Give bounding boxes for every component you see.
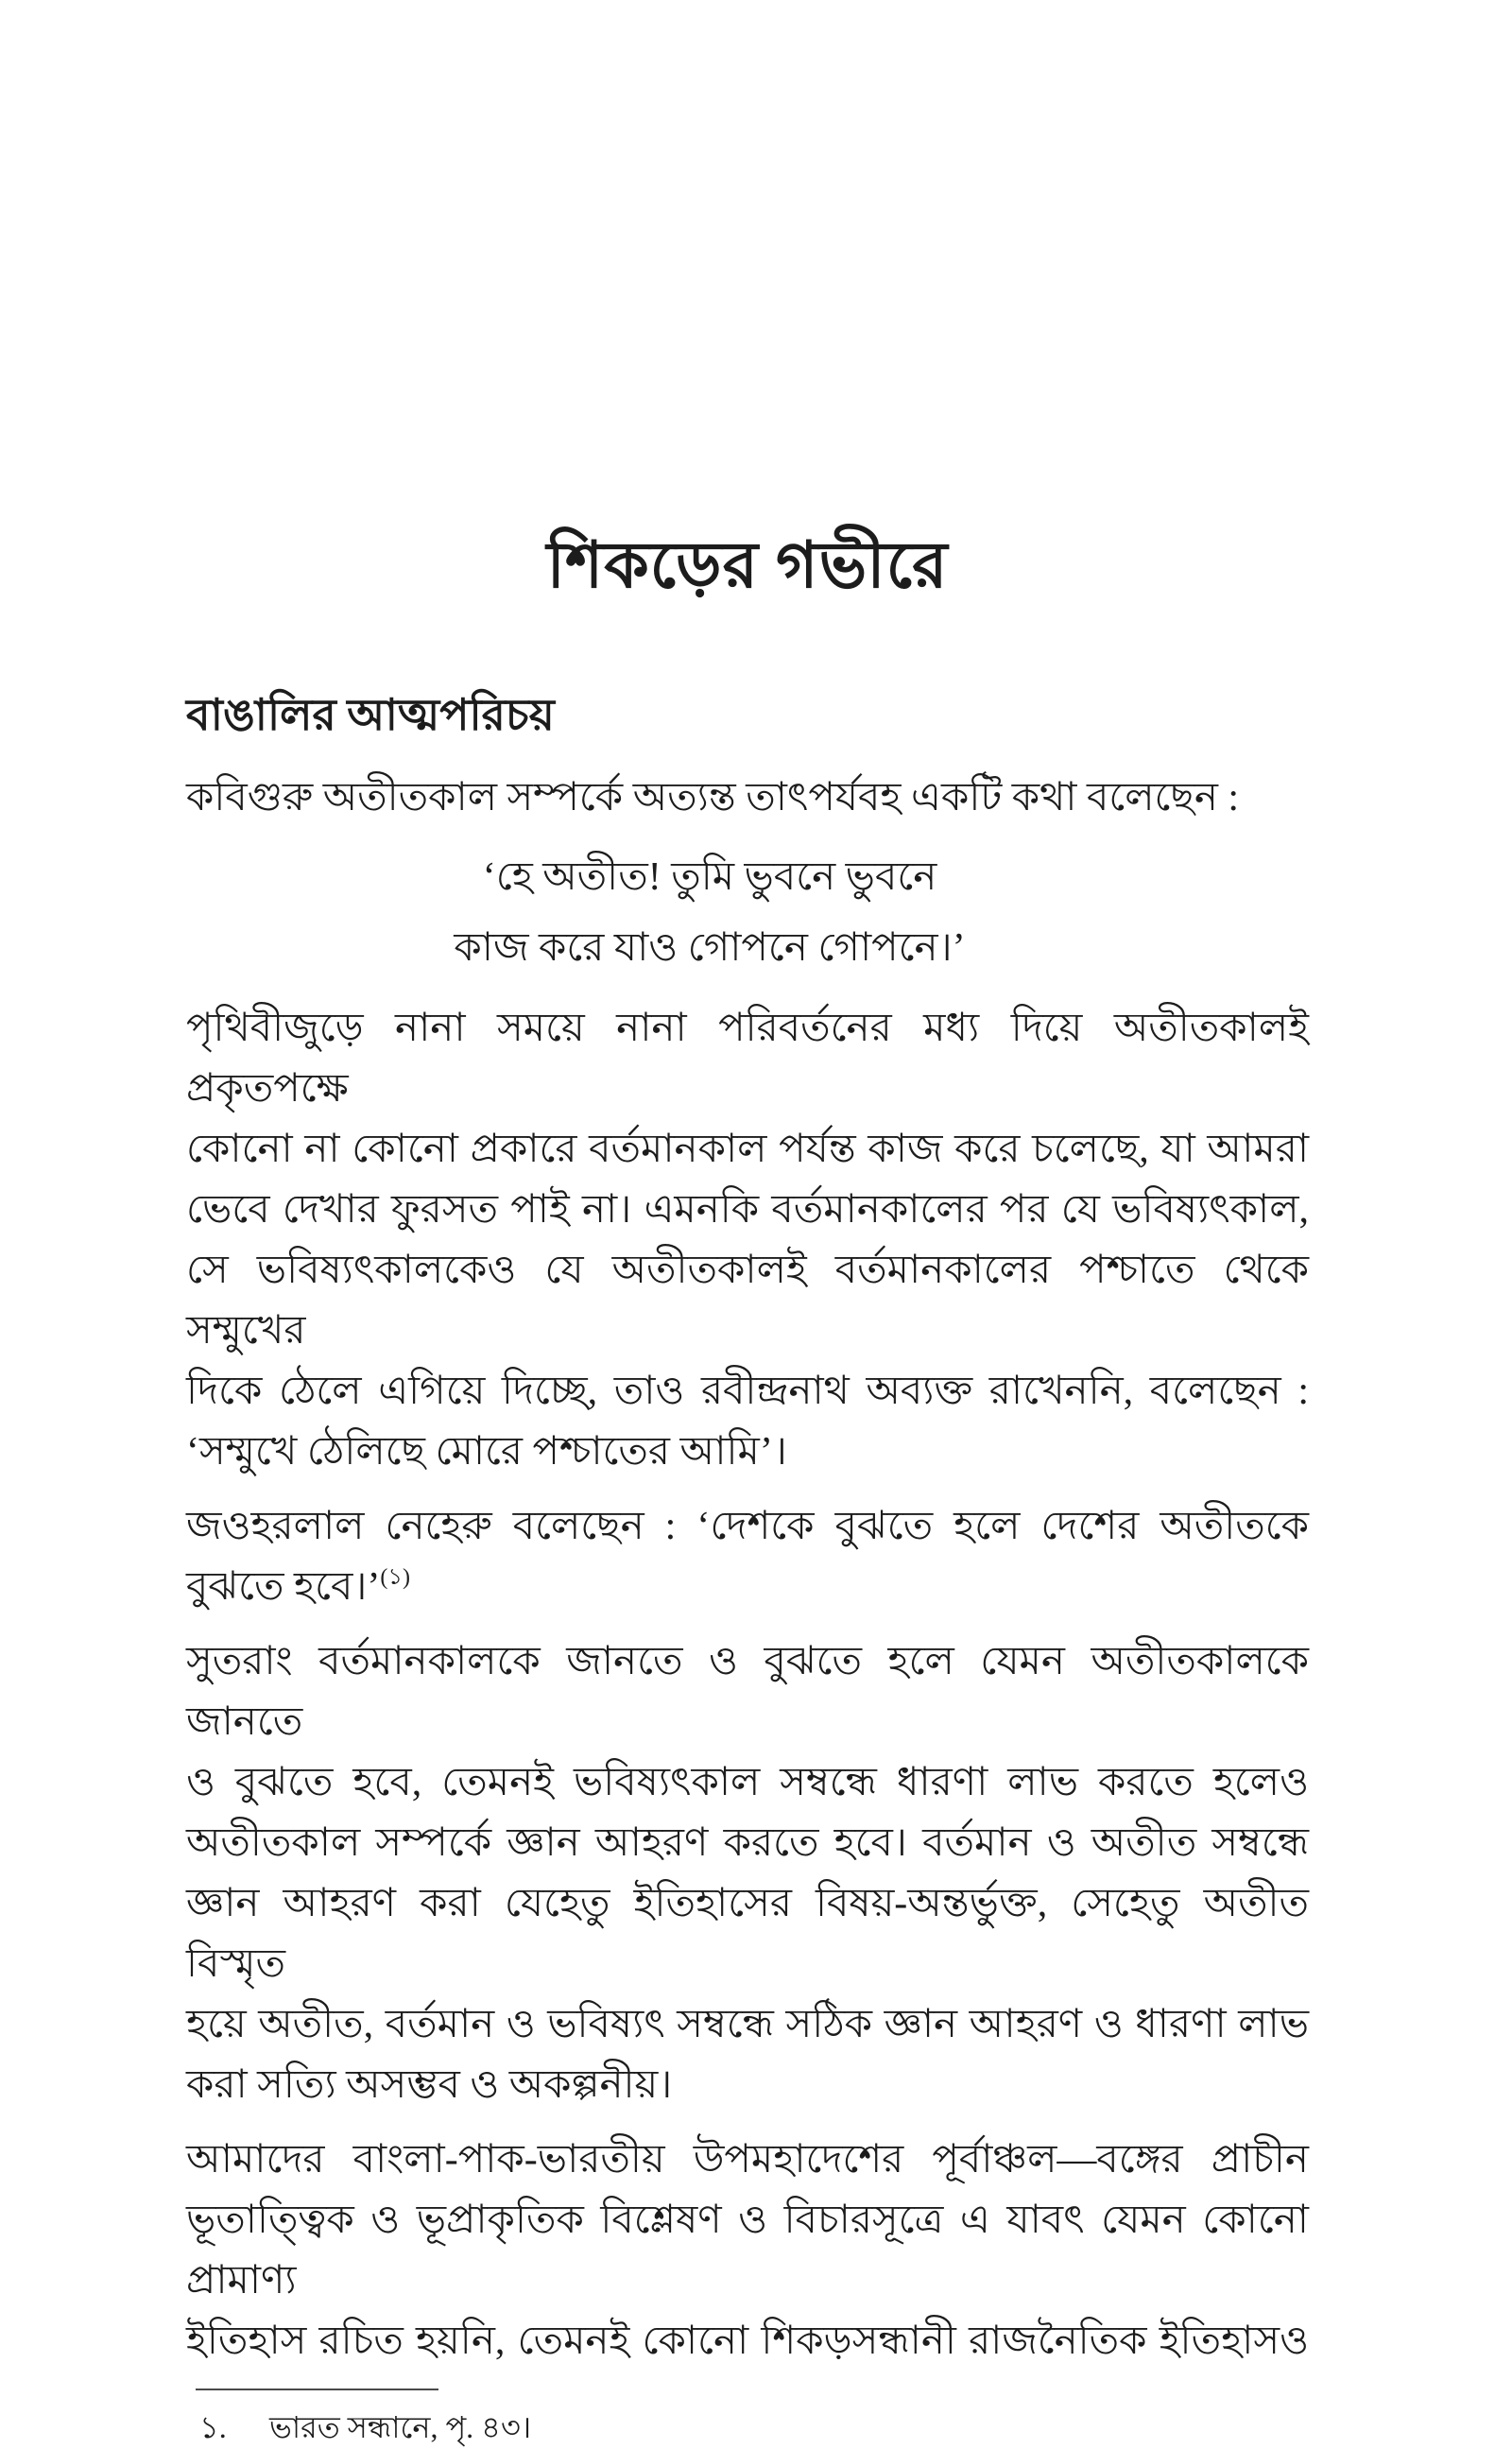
- text-line: ভূতাত্ত্বিক ও ভূপ্রাকৃতিক বিশ্লেষণ ও বিচারসূত্রে এ যাবৎ যেমন কোনো প্রামাণ্য: [186, 2199, 1309, 2302]
- text-line: ‘সম্মুখে ঠেলিছে মোরে পশ্চাতের আমি’।: [186, 1430, 787, 1474]
- page-title: শিকড়ের গভীরে: [546, 529, 949, 601]
- text-line: করা সত্যি অসম্ভব ও অকল্পনীয়।: [186, 2063, 673, 2107]
- text-line: ‘হে অতীত! তুমি ভুবনে ভুবনে: [482, 855, 937, 899]
- text-line: হয়ে অতীত, বর্তমান ও ভবিষ্যৎ সম্বন্ধে সঠিক জ্ঞান আহরণ ও ধারণা লাভ: [186, 2003, 1309, 2046]
- text-line: সুতরাং বর্তমানকালকে জানতে ও বুঝতে হলে যেমন অতীতকালকে জানতে: [186, 1640, 1309, 1744]
- footnote-ref: (১): [380, 1565, 410, 1590]
- footnote-marker: ১.: [199, 2410, 227, 2444]
- text-line: পৃথিবীজুড়ে নানা সময়ে নানা পরিবর্তনের মধ্য দিয়ে অতীতকালই প্রকৃতপক্ষে: [186, 1007, 1309, 1111]
- text-line: ইতিহাস রচিত হয়নি, তেমনই কোনো শিকড়সন্ধানী রাজনৈতিক ইতিহাসও: [186, 2320, 1309, 2363]
- footnote-separator: [196, 2389, 438, 2390]
- footnote: [186, 2406, 1309, 2449]
- paragraph: [186, 767, 1309, 828]
- text-line: বুঝতে হবে।’$^{(১)}$: [186, 1565, 410, 1609]
- text-line: কবিগুরু অতীতকাল সম্পর্কে অত্যন্ত তাৎপর্যবহ একটি কথা বলেছেন :: [186, 776, 1240, 819]
- text-line: অতীতকাল সম্পর্কে জ্ঞান আহরণ করতে হবে। বর্তমান ও অতীত সম্বন্ধে: [186, 1821, 1309, 1865]
- text-line: কাজ করে যাও গোপনে গোপনে।’: [454, 926, 966, 970]
- paragraph: [186, 1496, 1309, 1617]
- text-line: জ্ঞান আহরণ করা যেহেতু ইতিহাসের বিষয়-অন্তর্ভুক্ত, সেহেতু অতীত বিস্মৃত: [186, 1882, 1309, 1986]
- verse-block: [186, 842, 1233, 984]
- paragraph: [186, 1631, 1309, 2115]
- footnote-text: ভারত সন্ধানে, পৃ. ৪৩।: [269, 2410, 532, 2444]
- paragraph: [186, 2130, 1309, 2371]
- text-line: আমাদের বাংলা-পাক-ভারতীয় উপমহাদেশের পূর্বাঞ্চল—বঙ্গের প্রাচীন: [186, 2138, 1309, 2182]
- text-line: কোনো না কোনো প্রকারে বর্তমানকাল পর্যন্ত কাজ করে চলেছে, যা আমরা: [186, 1128, 1309, 1171]
- text-line: ও বুঝতে হবে, তেমনই ভবিষ্যৎকাল সম্বন্ধে ধারণা লাভ করতে হলেও: [186, 1761, 1309, 1804]
- text-line: ভেবে দেখার ফুরসত পাই না। এমনকি বর্তমানকালের পর যে ভবিষ্যৎকাল,: [186, 1188, 1309, 1232]
- body-text: [186, 767, 1309, 2371]
- paragraph: [186, 998, 1309, 1482]
- section-heading: বাঙালির আত্মপরিচয়: [186, 691, 555, 739]
- text-line: জওহরলাল নেহেরু বলেছেন : ‘দেশকে বুঝতে হলে দেশের অতীতকে: [186, 1505, 1309, 1548]
- text-line: সে ভবিষ্যৎকালকেও যে অতীতকালই বর্তমানকালের পশ্চাতে থেকে সম্মুখের: [186, 1249, 1309, 1353]
- text-line: দিকে ঠেলে এগিয়ে দিচ্ছে, তাও রবীন্দ্রনাথ অব্যক্ত রাখেননি, বলেছেন :: [186, 1370, 1309, 1413]
- text-column: [186, 0, 1309, 2449]
